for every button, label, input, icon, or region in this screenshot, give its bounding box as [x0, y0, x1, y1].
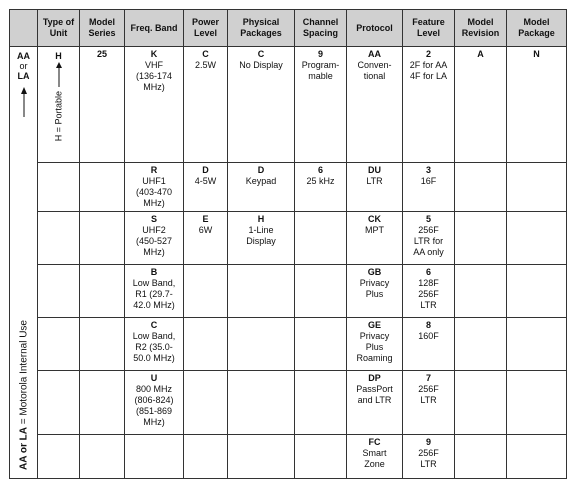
model-series-cell-empty: [80, 371, 125, 435]
header-model-revision: Model Revision: [455, 10, 507, 47]
protocol-cell: [347, 435, 403, 479]
physical-cell: [228, 163, 295, 212]
spacing-cell: [295, 163, 347, 212]
unit-cell-empty: [38, 265, 80, 318]
model-revision-cell-empty: [455, 163, 507, 212]
physical-cell: [228, 435, 295, 479]
code-aa: AA: [17, 51, 30, 61]
table-row: [10, 318, 567, 371]
freq-desc: Low Band, R1 (29.7- 42.0 MHz): [132, 278, 176, 310]
model-series-cell: [80, 47, 125, 163]
protocol-desc: Privacy Plus: [359, 278, 390, 299]
protocol-code: FC: [368, 437, 381, 447]
spacing-cell: [295, 371, 347, 435]
model-revision-cell-empty: [455, 371, 507, 435]
unit-cell-empty: [38, 212, 80, 265]
power-code: C: [202, 49, 209, 59]
feature-code: 5: [425, 214, 431, 224]
spacing-cell: [295, 435, 347, 479]
header-row: [10, 10, 567, 47]
protocol-cell: [347, 265, 403, 318]
power-desc: 4-5W: [194, 176, 217, 186]
power-cell: [184, 265, 228, 318]
internal-use-cell: [10, 47, 38, 479]
physical-cell: [228, 47, 295, 163]
model-package-cell-empty: [507, 371, 567, 435]
protocol-cell: [347, 371, 403, 435]
power-cell: [184, 435, 228, 479]
protocol-code: AA: [368, 49, 381, 59]
internal-use-text: = Motorola Internal Use: [18, 320, 29, 428]
model-series-cell-empty: [80, 435, 125, 479]
header-protocol: Protocol: [347, 10, 403, 47]
table-row: [10, 371, 567, 435]
freq-cell: [125, 47, 184, 163]
unit-cell-empty: [38, 371, 80, 435]
header-model-package: Model Package: [507, 10, 567, 47]
spacing-cell: [295, 212, 347, 265]
spacing-code: 9: [317, 49, 323, 59]
feature-code: 9: [425, 437, 431, 447]
power-code: E: [202, 214, 209, 224]
header-blank: [10, 10, 38, 47]
protocol-code: DU: [368, 165, 381, 175]
table-row: [10, 163, 567, 212]
header-power-level: Power Level: [184, 10, 228, 47]
freq-desc: UHF2 (450-527 MHz): [135, 225, 173, 257]
protocol-cell: [347, 163, 403, 212]
freq-code: S: [150, 214, 157, 224]
power-desc: 6W: [198, 225, 213, 235]
power-cell: [184, 47, 228, 163]
code-or: or: [19, 61, 28, 71]
unit-cell-empty: [38, 435, 80, 479]
feature-cell: [403, 47, 455, 163]
protocol-desc: LTR: [366, 176, 383, 186]
physical-desc: No Display: [239, 60, 283, 70]
physical-cell: [228, 265, 295, 318]
freq-desc: VHF (136-174 MHz): [135, 60, 173, 92]
spacing-desc: Program- mable: [301, 60, 340, 81]
model-series-cell-empty: [80, 163, 125, 212]
freq-desc: 800 MHz (806-824) (851-869 MHz): [134, 384, 174, 427]
freq-desc: UHF1 (403-470 MHz): [135, 176, 173, 208]
internal-use-prefix: AA or LA: [18, 427, 29, 470]
physical-code: H: [257, 214, 265, 224]
power-cell: [184, 371, 228, 435]
feature-desc: 16F: [420, 176, 437, 186]
feature-cell: [403, 163, 455, 212]
protocol-desc: Conven- tional: [357, 60, 392, 81]
header-model-series: Model Series: [80, 10, 125, 47]
unit-cell-empty: [38, 318, 80, 371]
freq-cell: [125, 318, 184, 371]
feature-desc: 256F LTR: [418, 384, 439, 405]
physical-desc: 1-Line Display: [246, 225, 276, 246]
physical-code: C: [257, 49, 265, 59]
header-freq-band: Freq. Band: [125, 10, 184, 47]
freq-code: K: [150, 49, 158, 59]
power-cell: [184, 212, 228, 265]
freq-cell: [125, 163, 184, 212]
table-row: [10, 47, 567, 163]
table-row: [10, 212, 567, 265]
feature-desc: 128F 256F LTR: [418, 278, 439, 310]
protocol-code: DP: [368, 373, 381, 383]
physical-desc: Keypad: [245, 176, 277, 186]
model-package-cell-empty: [507, 265, 567, 318]
spacing-cell: [295, 47, 347, 163]
feature-code: 2: [425, 49, 431, 59]
model-package-cell-empty: [507, 212, 567, 265]
header-type-of-unit: Type of Unit: [38, 10, 80, 47]
protocol-desc: Smart Zone: [362, 448, 387, 469]
unit-cell-empty: [38, 163, 80, 212]
model-revision-cell-empty: [455, 318, 507, 371]
model-package-value: N: [533, 49, 540, 59]
header-channel-spacing: Channel Spacing: [295, 10, 347, 47]
protocol-cell: [347, 318, 403, 371]
model-series-value: 25: [96, 49, 107, 59]
feature-desc: 160F: [418, 331, 439, 341]
freq-code: C: [150, 320, 158, 330]
model-package-cell: [507, 47, 567, 163]
table-row: [10, 265, 567, 318]
model-number-table-wrapper: [9, 9, 567, 479]
feature-code: 3: [425, 165, 431, 175]
model-revision-cell-empty: [455, 265, 507, 318]
freq-desc: Low Band, R2 (35.0- 50.0 MHz): [132, 331, 176, 363]
code-la: LA: [17, 71, 30, 81]
model-revision-cell-empty: [455, 435, 507, 479]
feature-desc: 2F for AA 4F for LA: [409, 60, 448, 81]
feature-cell: [403, 212, 455, 265]
feature-desc: 256F LTR: [418, 448, 439, 469]
power-cell: [184, 318, 228, 371]
model-series-cell-empty: [80, 318, 125, 371]
power-cell: [184, 163, 228, 212]
protocol-desc: Privacy Plus Roaming: [356, 331, 393, 363]
model-revision-cell: [455, 47, 507, 163]
model-series-cell-empty: [80, 212, 125, 265]
spacing-cell: [295, 318, 347, 371]
table-row: [10, 435, 567, 479]
arrow-shaft: [58, 67, 59, 87]
freq-code: R: [150, 165, 158, 175]
power-code: D: [202, 165, 209, 175]
header-physical-packages: Physical Packages: [228, 10, 295, 47]
model-package-cell-empty: [507, 163, 567, 212]
feature-code: 6: [425, 267, 431, 277]
feature-cell: [403, 371, 455, 435]
protocol-code: GB: [367, 267, 382, 277]
feature-cell: [403, 318, 455, 371]
protocol-desc: MPT: [365, 225, 384, 235]
unit-vertical-label: H = Portable: [53, 91, 63, 142]
physical-cell: [228, 212, 295, 265]
feature-cell: [403, 265, 455, 318]
protocol-cell: [347, 47, 403, 163]
spacing-desc: 25 kHz: [306, 176, 335, 186]
freq-cell: [125, 265, 184, 318]
arrow-shaft: [23, 93, 24, 117]
feature-code: 7: [425, 373, 431, 383]
header-feature-level: Feature Level: [403, 10, 455, 47]
feature-cell: [403, 435, 455, 479]
freq-code: U: [150, 373, 158, 383]
freq-cell: [125, 212, 184, 265]
feature-code: 8: [425, 320, 431, 330]
physical-cell: [228, 318, 295, 371]
freq-code: B: [150, 267, 158, 277]
unit-cell: [38, 47, 80, 163]
unit-code: H: [55, 51, 62, 61]
protocol-cell: [347, 212, 403, 265]
model-revision-cell-empty: [455, 212, 507, 265]
model-revision-value: A: [477, 49, 484, 59]
internal-use-vertical-label: [18, 320, 29, 470]
freq-cell: [125, 371, 184, 435]
protocol-desc: PassPort and LTR: [356, 384, 393, 405]
spacing-cell: [295, 265, 347, 318]
spacing-code: 6: [317, 165, 323, 175]
physical-cell: [228, 371, 295, 435]
feature-desc: 256F LTR for AA only: [413, 225, 444, 257]
model-series-cell-empty: [80, 265, 125, 318]
internal-use-codes: [10, 51, 37, 81]
physical-code: D: [257, 165, 265, 175]
protocol-code: CK: [368, 214, 381, 224]
model-number-table: [9, 9, 567, 479]
power-desc: 2.5W: [194, 60, 216, 70]
freq-cell: [125, 435, 184, 479]
model-package-cell-empty: [507, 435, 567, 479]
model-package-cell-empty: [507, 318, 567, 371]
protocol-code: GE: [367, 320, 381, 330]
